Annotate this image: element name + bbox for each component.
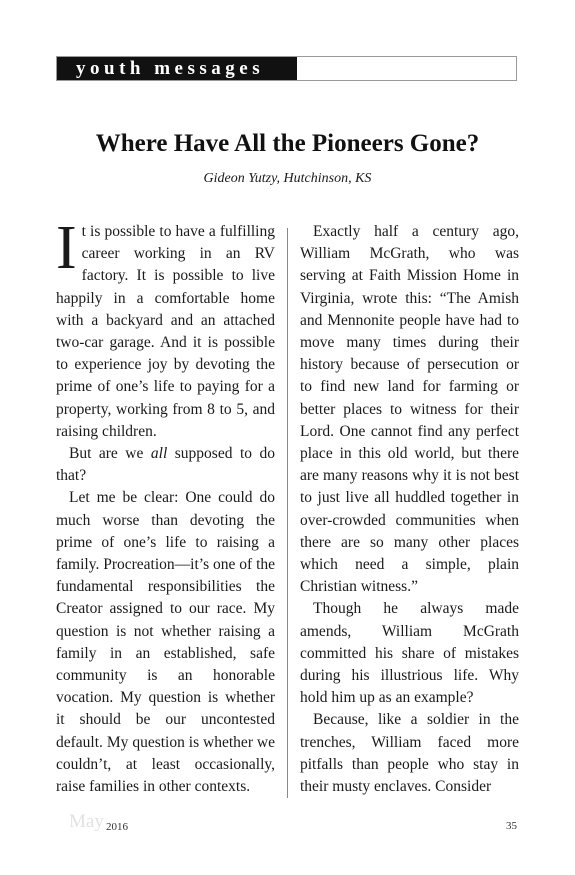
paragraph: Because, like a soldier in the trenches, William faced more pitfalls than people who stay in their musty enclaves. Consider [300, 711, 519, 796]
column-divider [287, 228, 288, 798]
paragraph-text: supposed to do that? [56, 445, 276, 485]
section-label: youth messages [57, 57, 297, 80]
footer-month: May [69, 811, 104, 832]
paragraph: Though he always made amends, William McGrath committed his share of mistakes during his illustrious life. Why hold him up as an example? [300, 600, 519, 707]
footer-year: 2016 [106, 821, 128, 833]
right-column [300, 221, 519, 798]
paragraph [56, 443, 275, 487]
paragraph: Exactly half a century ago, William McGrath, who was serving at Faith Mission Home in Virginia, wrote this: “The Amish and Mennonite people have had to move many times during their history because of persecution or to find new land for farming or better places to witness for their Lord. One cannot find any perfect place in this old world, but there are many reasons why it is not best to just live all huddled together in over-crowded communities when there are so many other places which need a simple, plain Christian witness.” [300, 223, 519, 596]
article-title: Where Have All the Pioneers Gone? [95, 130, 480, 157]
left-column [56, 214, 276, 798]
paragraph-text: t is possible to have a fulfilling career working in an RV factory. It is possible to live happily in a comfortable home with a backyard and an attached two-car garage. And it is possible to experience joy by devoting the prime of one’s life to paying for a property, working from 8 to 5, and raising children. [56, 223, 275, 440]
paragraph: Let me be clear: One could do much worse than devoting the prime of one’s life to raising a family. Procreation—it’s one of the fundamental responsibilities the Creator assigned to our race. My question is not whether raising a family in an established, safe community is an honorable vocation. My question is whether it should be our uncontested default. My question is whether we couldn’t, at least occasionally, raise families in other contexts. [56, 489, 275, 796]
paragraph [56, 214, 275, 443]
paragraph-text: But are we [69, 445, 151, 463]
drop-cap: I [56, 214, 77, 282]
page-number: 35 [506, 820, 517, 832]
article-byline: Gideon Yutzy, Hutchinson, KS [203, 171, 372, 186]
section-header-bar [56, 56, 517, 81]
emphasis-text: all [150, 445, 168, 463]
